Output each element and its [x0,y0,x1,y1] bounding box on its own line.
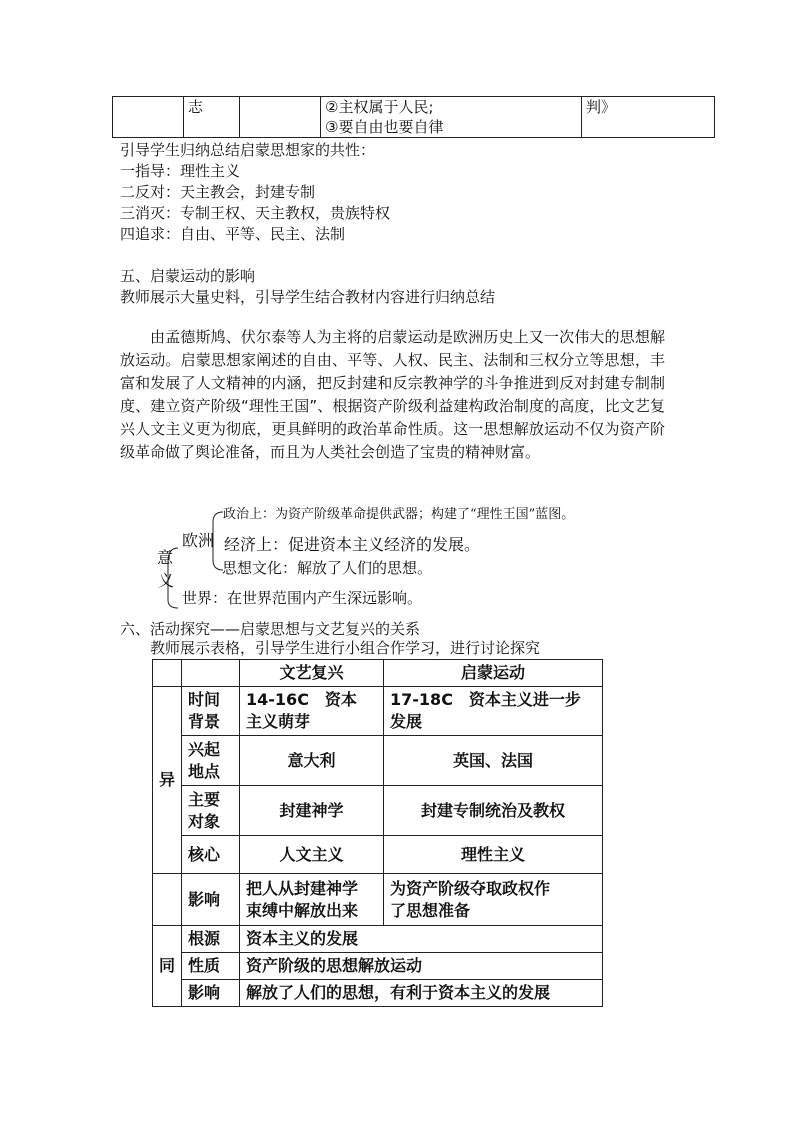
diagram-root-yi2: 义 [158,571,175,590]
row-same-value: 解放了人们的思想，有利于资本主义的发展 [240,980,603,1007]
commonality-item-4: 四追求：自由、平等、民主、法制 [120,225,346,243]
top-table-cell-judge: 判》 [582,97,715,138]
header-empty-1 [153,660,182,687]
table-header-row [153,660,603,687]
row-enlightenment-value: 封建专制统治及教权 [384,786,603,836]
diagram-culture: 思想文化：解放了人们的思想。 [222,559,433,577]
row-label: 核心 [182,836,240,874]
row-label: 主要 对象 [182,786,240,836]
row-enlightenment-value: 为资产阶级夺取政权作 了思想准备 [384,874,603,926]
section5-sub: 教师展示大量史料，引导学生结合教材内容进行归纳总结 [120,288,496,306]
header-empty-2 [182,660,240,687]
row-same-value: 资本主义的发展 [240,926,603,953]
same-label: 同 [153,926,182,1007]
section6-sub: 教师展示表格，引导学生进行小组合作学习，进行讨论探究 [150,639,541,657]
row-label: 兴起 地点 [182,736,240,786]
section5-paragraph: 由孟德斯鸠、伏尔泰等人为主将的启蒙运动是欧洲历史上又一次伟大的思想解放运动。启蒙思想家阐述的自由、平等、人权、民主、法制和三权分立等思想，丰富和发展了人文精神的内涵，把反封建和反宗教神学的斗争推进到反对封建专制制度、建立资产阶级“理性王国”、根据资产阶级利益建构政治制度的高度，比文艺复兴人文主义更为彻底，更具鲜明的政治革命性质。这一思想解放运动不仅为资产阶级革命做了舆论准备，而且为人类社会创造了宝贵的精神财富。 [120,328,665,461]
section6-heading: 六、活动探究——启蒙思想与文艺复兴的关系 [120,620,421,638]
diagram-root-yi: 意 [157,548,174,567]
row-enlightenment-value: 17-18C 资本主义进一步 发展 [384,687,603,736]
top-table-cell-zhi: 志 [184,97,240,138]
table-row [153,980,603,1007]
row-label: 影响 [182,874,240,926]
diff-label-cont [153,874,182,926]
table-row [153,687,603,736]
table-row [153,736,603,786]
header-enlightenment: 启蒙运动 [384,660,603,687]
commonality-item-3: 三消灭：专制王权、天主教权，贵族特权 [120,204,391,222]
row-renaissance-value: 14-16C 资本 主义萌芽 [240,687,384,736]
row-label: 影响 [182,980,240,1007]
row-same-value: 资产阶级的思想解放运动 [240,953,603,980]
top-table-fragment [112,96,715,138]
top-table-cell-empty-2 [240,97,321,138]
section5-heading: 五、启蒙运动的影响 [120,267,256,285]
diagram-world: 世界：在世界范围内产生深远影响。 [182,589,423,607]
commonality-intro: 引导学生归纳总结启蒙思想家的共性： [120,141,376,159]
row-renaissance-value: 意大利 [240,736,384,786]
top-table-cell-points [321,97,582,138]
table-row [153,786,603,836]
commonality-item-1: 一指导：理性主义 [120,162,241,180]
table-row [153,926,603,953]
row-enlightenment-value: 英国、法国 [384,736,603,786]
table-row [153,836,603,874]
row-label: 根源 [182,926,240,953]
row-renaissance-value: 封建神学 [240,786,384,836]
comparison-table [152,659,603,1007]
row-label: 性质 [182,953,240,980]
row-renaissance-value: 把人从封建神学 束缚中解放出来 [240,874,384,926]
row-renaissance-value: 人文主义 [240,836,384,874]
row-enlightenment-value: 理性主义 [384,836,603,874]
diagram-politics: 政治上：为资产阶级革命提供武器；构建了“理性王国”蓝图。 [223,507,575,522]
diagram-economy: 经济上：促进资本主义经济的发展。 [224,535,481,554]
top-table-cell-empty [113,97,184,138]
commonality-item-2: 二反对：天主教会，封建专制 [120,183,316,201]
table-row [153,874,603,926]
diff-label: 异 [153,687,182,874]
point-3: ③要自由也要自律 [325,118,444,136]
header-renaissance: 文艺复兴 [240,660,384,687]
row-label: 时间 背景 [182,687,240,736]
diagram-europe: 欧洲 [182,531,215,550]
point-2: ②主权属于人民; [325,98,434,116]
table-row [153,953,603,980]
